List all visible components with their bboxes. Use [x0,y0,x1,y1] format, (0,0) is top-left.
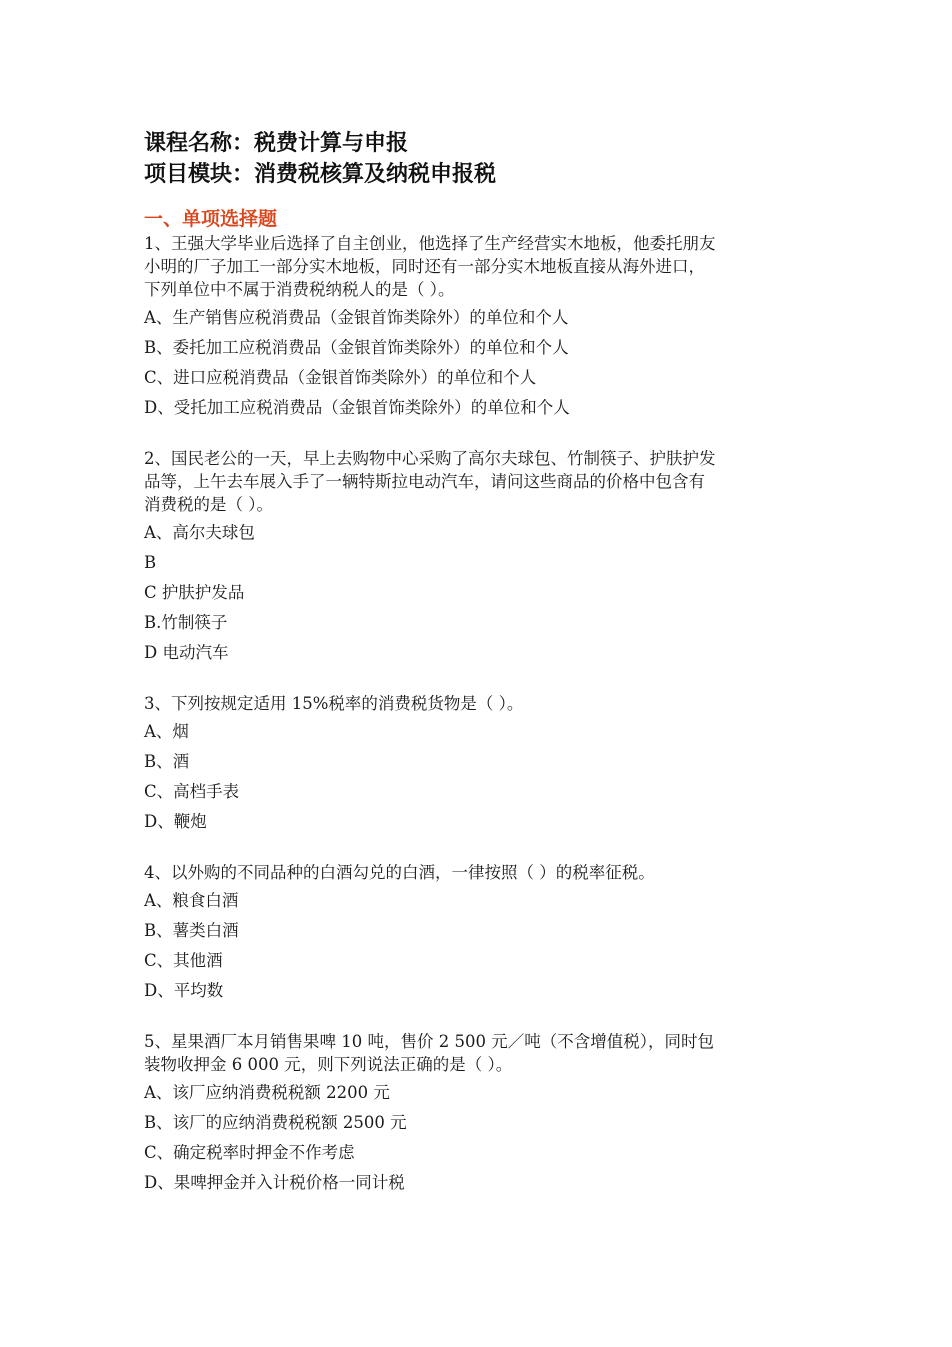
answer-option: C、确定税率时押金不作考虑 [144,1143,355,1162]
question-spacer [144,426,824,447]
question-stem-line: 5、星果酒厂本月销售果啤 10 吨，售价 2 500 元／吨（不含增值税），同时包 [144,1032,714,1051]
question-block [144,861,824,1002]
answer-option: B、该厂的应纳消费税税额 2500 元 [144,1113,407,1132]
answer-option: B [144,553,157,572]
answer-option: A、高尔夫球包 [144,523,255,542]
question-block [144,692,824,833]
question-block [144,232,824,419]
answer-option: C 护肤护发品 [144,583,245,602]
answer-option: D、平均数 [144,981,224,1000]
question-spacer [144,671,824,692]
question-stem [144,861,824,884]
question-stem-line: 品等，上午去车展入手了一辆特斯拉电动汽车，请问这些商品的价格中包含有 [144,472,705,491]
answer-option: C、其他酒 [144,951,223,970]
question-stem [144,232,824,301]
answer-option: B、薯类白酒 [144,921,239,940]
document-page [144,128,824,1201]
answer-option: A、生产销售应税消费品（金银首饰类除外）的单位和个人 [144,308,569,327]
answer-option: D、鞭炮 [144,812,207,831]
question-block [144,1030,824,1194]
question-stem [144,447,824,516]
question-stem [144,1030,824,1076]
question-stem-line: 下列单位中不属于消费税纳税人的是（ ）。 [144,280,455,299]
module-title: 项目模块：消费税核算及纳税申报税 [144,162,497,187]
answer-option: C、高档手表 [144,782,240,801]
answer-option: C、进口应税消费品（金银首饰类除外）的单位和个人 [144,368,537,387]
question-stem-line: 4、以外购的不同品种的白酒勾兑的白酒，一律按照（ ）的税率征税。 [144,863,655,882]
question-stem-line: 小明的厂子加工一部分实木地板，同时还有一部分实木地板直接从海外进口， [144,257,705,276]
question-stem [144,692,824,715]
question-list [144,232,824,1194]
course-title: 课程名称：税费计算与申报 [144,131,409,156]
answer-option: D、果啤押金并入计税价格一同计税 [144,1173,405,1192]
question-stem-line: 2、国民老公的一天，早上去购物中心采购了高尔夫球包、竹制筷子、护肤护发 [144,449,716,468]
section-title: 一、单项选择题 [144,208,278,230]
question-stem-line: 3、下列按规定适用 15%税率的消费税货物是（ ）。 [144,694,524,713]
answer-option: B.竹制筷子 [144,613,228,632]
answer-option: B、委托加工应税消费品（金银首饰类除外）的单位和个人 [144,338,569,357]
question-stem-line: 消费税的是（ ）。 [144,495,273,514]
answer-option: D 电动汽车 [144,643,229,662]
answer-option: A、粮食白酒 [144,891,239,910]
answer-option: B、酒 [144,752,190,771]
question-stem-line: 1、王强大学毕业后选择了自主创业，他选择了生产经营实木地板，他委托朋友 [144,234,716,253]
question-block [144,447,824,664]
question-spacer [144,840,824,861]
answer-option: D、受托加工应税消费品（金银首饰类除外）的单位和个人 [144,398,570,417]
answer-option: A、烟 [144,722,189,741]
answer-option: A、该厂应纳消费税税额 2200 元 [144,1083,390,1102]
question-spacer [144,1009,824,1030]
question-stem-line: 装物收押金 6 000 元，则下列说法正确的是（ ）。 [144,1055,513,1074]
